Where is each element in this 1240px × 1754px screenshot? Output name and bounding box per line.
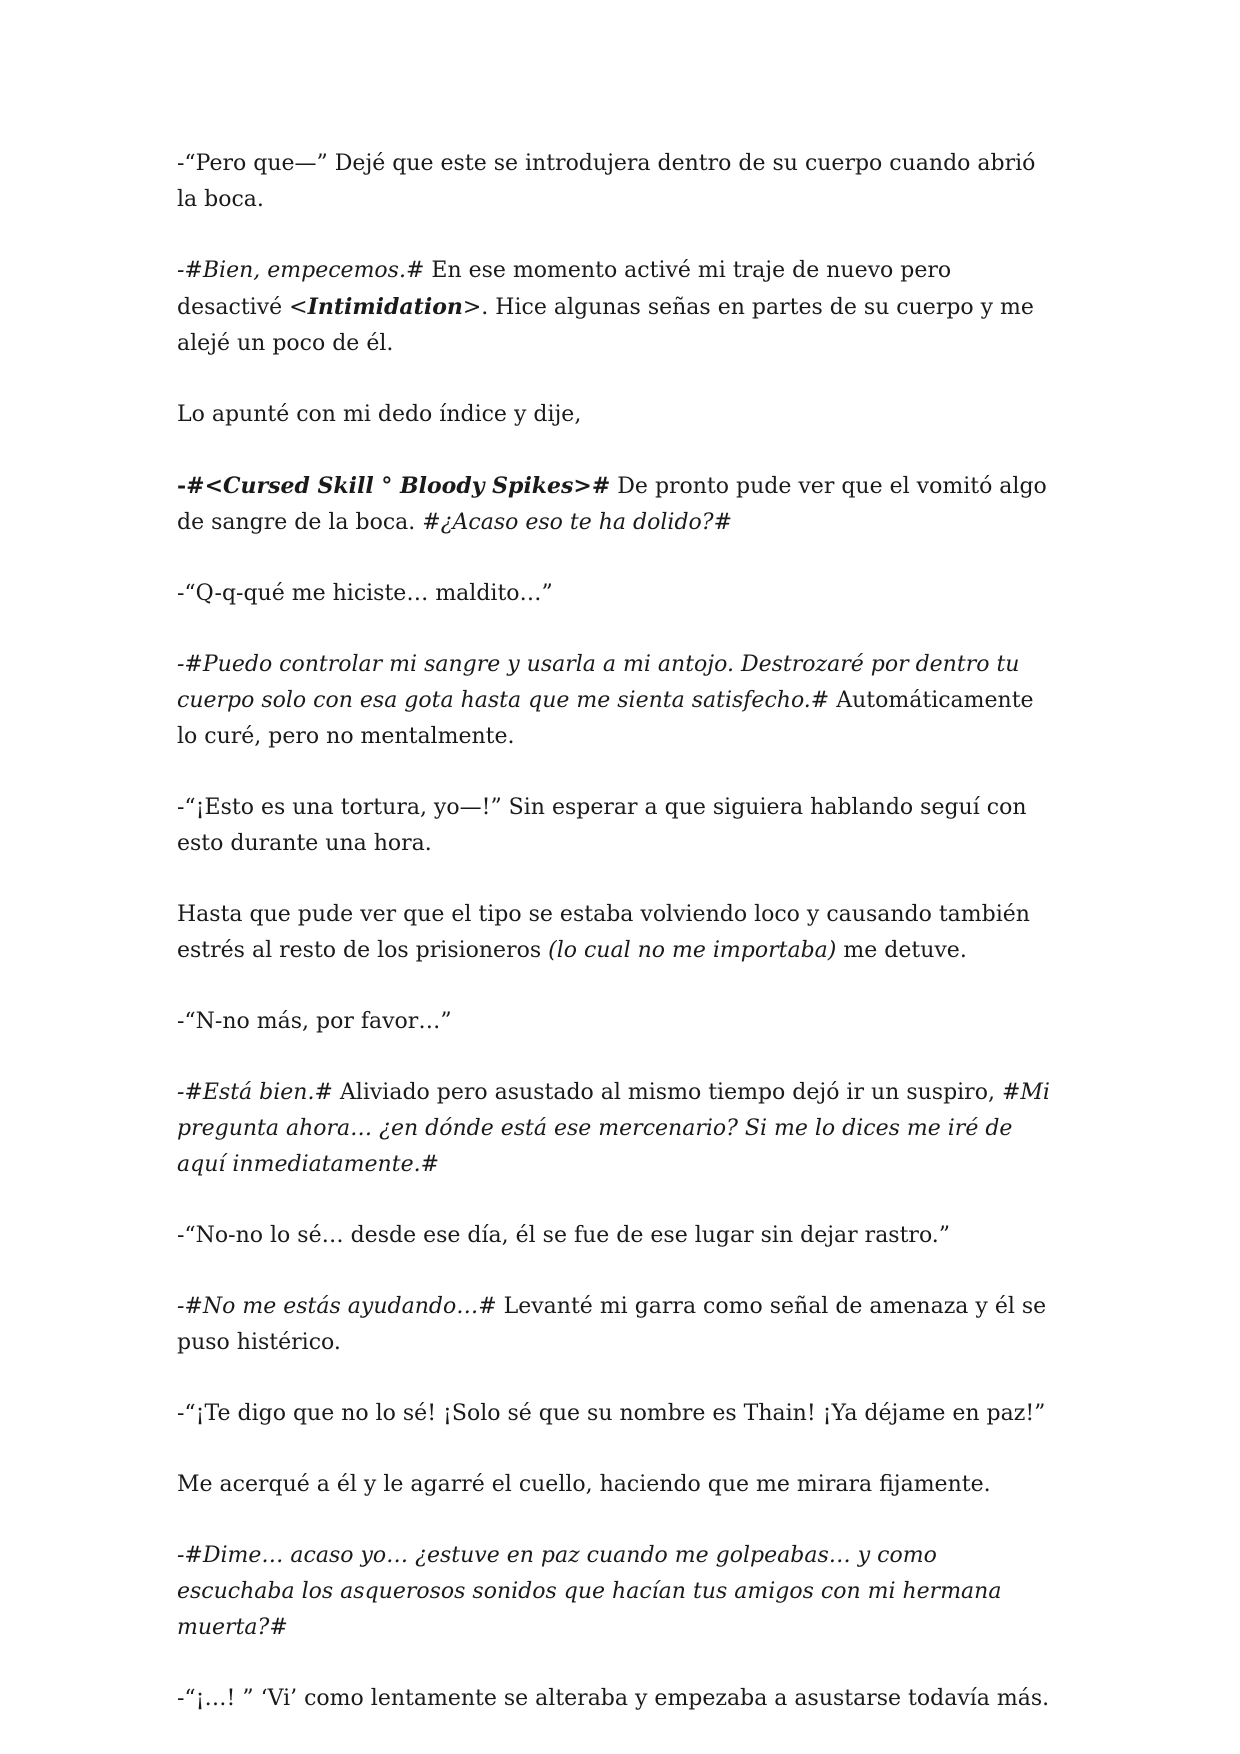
paragraph bbox=[177, 1075, 1060, 1183]
text-run: Lo apunté con mi dedo índice y dije, bbox=[177, 402, 582, 427]
paragraph bbox=[177, 397, 1060, 433]
text-run: Hasta que pude ver que el tipo se estaba volviendo loco y causando también estrés al resto de los prisioneros bbox=[177, 902, 1030, 963]
text-run: -#No me estás ayudando…# bbox=[177, 1294, 497, 1319]
paragraph bbox=[177, 576, 1060, 612]
paragraph bbox=[177, 1218, 1060, 1254]
text-run: -#Bien, empecemos.# bbox=[177, 258, 425, 283]
text-run: -“Pero que—” Dejé que este se introdujera dentro de su cuerpo cuando abrió la boca. bbox=[177, 151, 1036, 212]
text-run: -#Está bien.# bbox=[177, 1080, 333, 1105]
paragraph bbox=[177, 1289, 1060, 1361]
text-run: Me acerqué a él y le agarré el cuello, haciendo que me mirara fijamente. bbox=[177, 1472, 991, 1497]
text-run: -#Puedo controlar mi sangre y usarla a mi antojo. Destrozaré por dentro tu cuerpo solo con esa gota hasta que me sienta satisfecho.# bbox=[177, 652, 1020, 713]
text-run: -#< bbox=[177, 473, 223, 499]
text-run: -“¡Te digo que no lo sé! ¡Solo sé que su nombre es Thain! ¡Ya déjame en paz!” bbox=[177, 1401, 1046, 1426]
paragraph bbox=[177, 897, 1060, 969]
text-run: me detuve. bbox=[836, 938, 967, 963]
paragraph bbox=[177, 1396, 1060, 1432]
text-run: -“N-no más, por favor…” bbox=[177, 1009, 452, 1034]
text-run: (lo cual no me importaba) bbox=[548, 938, 837, 963]
paragraph bbox=[177, 253, 1060, 362]
paragraph bbox=[177, 1538, 1060, 1646]
text-run: Intimidation bbox=[307, 294, 463, 320]
text-run: -“¡Esto es una tortura, yo—!” Sin esperar a que siguiera hablando seguí con esto durante una hora. bbox=[177, 795, 1027, 856]
text-run: Cursed Skill ° Bloody Spikes bbox=[223, 473, 574, 499]
text-run: #¿Acaso eso te ha dolido?# bbox=[422, 510, 732, 535]
text-run: -“¡…! ” ‘Vi’ como lentamente se alteraba y empezaba a asustarse todavía más. bbox=[177, 1686, 1050, 1711]
paragraph bbox=[177, 1467, 1060, 1503]
paragraph bbox=[177, 468, 1060, 541]
text-run: #Mi pregunta ahora… ¿en dónde está ese mercenario? Si me lo dices me iré de aquí inmediatamente.# bbox=[177, 1080, 1050, 1177]
text-run: Automáticamente lo curé, pero no mentalmente. bbox=[177, 688, 1034, 749]
paragraph bbox=[177, 647, 1060, 755]
text-run: -“No-no lo sé… desde ese día, él se fue de ese lugar sin dejar rastro.” bbox=[177, 1223, 951, 1248]
paragraph bbox=[177, 790, 1060, 862]
text-run: De pronto pude ver que el vomitó algo de sangre de la boca. bbox=[177, 474, 1047, 535]
text-run: En ese momento activé mi traje de nuevo pero desactivé < bbox=[177, 258, 952, 320]
paragraph bbox=[177, 1681, 1060, 1717]
paragraph bbox=[177, 1004, 1060, 1040]
text-run: Levanté mi garra como señal de amenaza y él se puso histérico. bbox=[177, 1294, 1047, 1355]
text-run: -“Q-q-qué me hiciste… maldito…” bbox=[177, 581, 553, 606]
paragraph bbox=[177, 146, 1060, 218]
text-run: ># bbox=[573, 473, 611, 499]
text-run: >. Hice algunas señas en partes de su cuerpo y me alejé un poco de él. bbox=[177, 295, 1034, 356]
text-run: -#Dime… acaso yo… ¿estuve en paz cuando me golpeabas… y como escuchaba los asquerosos sonidos que hacían tus amigos con mi hermana muerta?# bbox=[177, 1543, 1002, 1640]
text-run: Aliviado pero asustado al mismo tiempo dejó ir un suspiro, bbox=[332, 1080, 1002, 1105]
